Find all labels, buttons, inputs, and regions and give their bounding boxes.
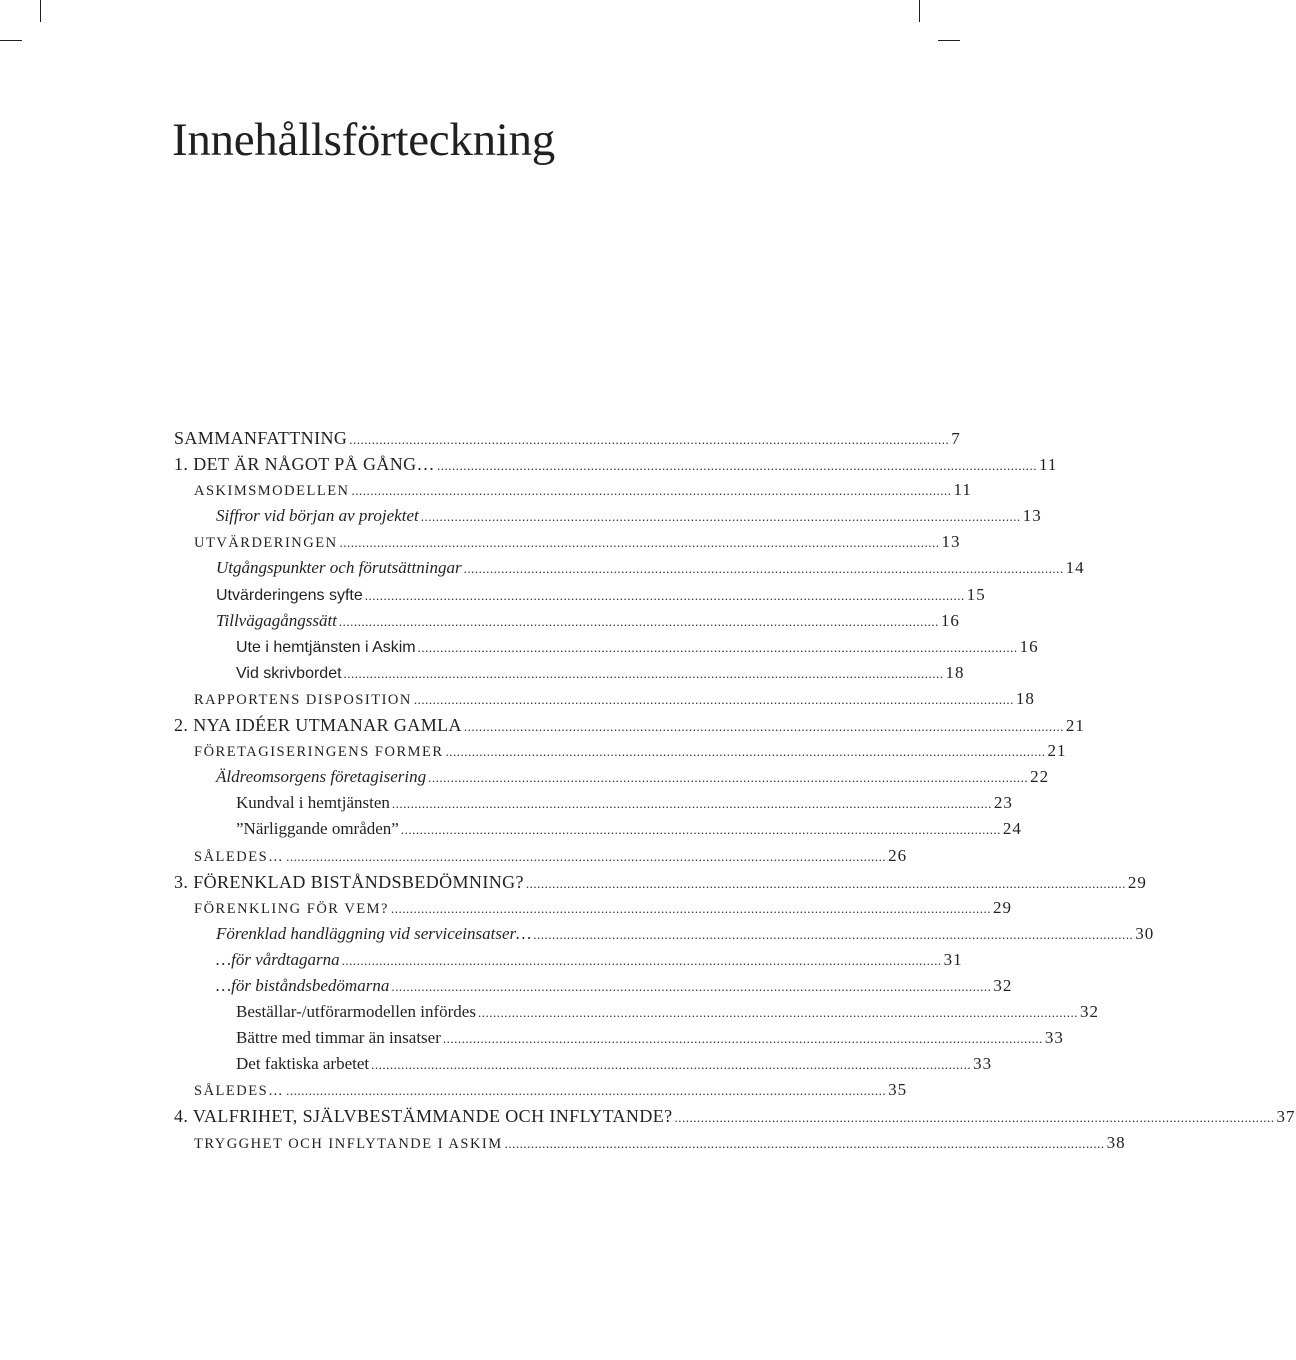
toc-dot-leader: ................................................................................................................................................................ <box>674 1110 1275 1126</box>
toc-dot-leader: ................................................................................................................................................................ <box>463 719 1064 735</box>
toc-entry-page-number: 16 <box>940 610 960 630</box>
toc-entry-page-number: 26 <box>888 845 908 865</box>
toc-entry[interactable] <box>174 1077 908 1103</box>
toc-entry[interactable] <box>174 686 1035 712</box>
toc-entry-page-number: 33 <box>973 1054 993 1074</box>
toc-entry[interactable] <box>174 451 1058 477</box>
toc-entry-page-number: 7 <box>951 429 961 448</box>
toc-entry-label: Äldreomsorgens företagisering <box>216 767 427 787</box>
toc-entry-label: Ute i hemtjänsten i Askim <box>236 638 416 656</box>
toc-dot-leader: ................................................................................................................................................................ <box>400 822 1001 838</box>
table-of-contents <box>174 425 1296 1156</box>
toc-entry[interactable] <box>174 634 1039 660</box>
toc-entry-label: …för biståndsbedömarna <box>216 975 390 995</box>
toc-entry-page-number: 32 <box>993 975 1013 995</box>
toc-entry[interactable] <box>174 738 1067 764</box>
toc-entry[interactable] <box>174 712 1085 738</box>
toc-entry-page-number: 24 <box>1002 819 1022 839</box>
toc-entry-page-number: 38 <box>1106 1132 1126 1152</box>
toc-dot-leader: ................................................................................................................................................................ <box>391 900 991 916</box>
page-title: Innehållsförteckning <box>172 114 555 166</box>
toc-entry[interactable] <box>174 895 1012 921</box>
toc-entry-page-number: 21 <box>1065 716 1085 736</box>
toc-entry-label: Tillvägagångssätt <box>216 610 337 630</box>
crop-mark-top-left-vertical <box>40 0 41 22</box>
toc-entry[interactable] <box>174 1103 1296 1129</box>
toc-entry-label: 3. FÖRENKLAD BISTÅNDSBEDÖMNING? <box>174 871 524 892</box>
toc-entry-page-number: 18 <box>945 662 965 682</box>
toc-dot-leader: ................................................................................................................................................................ <box>445 744 1046 760</box>
toc-entry-label: Utgångspunkter och förutsättningar <box>216 558 462 578</box>
toc-entry-page-number: 33 <box>1044 1028 1064 1048</box>
toc-entry-label: SÅLEDES… <box>194 848 285 865</box>
toc-entry-page-number: 30 <box>1135 923 1155 943</box>
toc-dot-leader: ................................................................................................................................................................ <box>391 796 992 812</box>
toc-dot-leader: ................................................................................................................................................................ <box>349 432 950 447</box>
toc-entry[interactable] <box>174 660 965 686</box>
toc-entry[interactable] <box>174 790 1013 816</box>
toc-entry[interactable] <box>174 973 1013 999</box>
toc-entry-page-number: 29 <box>993 897 1012 917</box>
toc-dot-leader: ................................................................................................................................................................ <box>417 639 1018 655</box>
toc-entry[interactable] <box>174 503 1042 529</box>
toc-entry-page-number: 23 <box>993 793 1013 813</box>
toc-dot-leader: ................................................................................................................................................................ <box>428 770 1029 786</box>
toc-entry[interactable] <box>174 608 960 634</box>
toc-entry-page-number: 31 <box>943 949 963 969</box>
toc-dot-leader: ................................................................................................................................................................ <box>338 613 939 629</box>
toc-entry[interactable] <box>174 869 1147 895</box>
toc-entry-page-number: 32 <box>1079 1002 1099 1022</box>
toc-entry[interactable] <box>174 1130 1126 1156</box>
toc-dot-leader: ................................................................................................................................................................ <box>504 1135 1105 1151</box>
toc-entry-label: SÅLEDES… <box>194 1083 285 1100</box>
crop-mark-top-right-vertical <box>919 0 920 22</box>
toc-dot-leader: ................................................................................................................................................................ <box>413 691 1014 707</box>
toc-dot-leader: ................................................................................................................................................................ <box>343 665 944 681</box>
toc-entry[interactable] <box>174 477 972 503</box>
toc-entry-label: Siffror vid början av projektet <box>216 506 419 526</box>
toc-entry-label: Kundval i hemtjänsten <box>236 793 390 813</box>
toc-entry[interactable] <box>174 555 1085 581</box>
toc-entry-page-number: 21 <box>1047 741 1067 761</box>
toc-dot-leader: ................................................................................................................................................................ <box>477 1005 1078 1021</box>
toc-entry-page-number: 15 <box>966 584 986 604</box>
toc-entry-page-number: 35 <box>888 1080 908 1100</box>
toc-entry[interactable] <box>174 764 1050 790</box>
toc-entry-label: 2. NYA IDÉER UTMANAR GAMLA <box>174 715 462 736</box>
toc-entry-page-number: 11 <box>953 480 972 500</box>
toc-entry-label: Förenklad handläggning vid serviceinsatser… <box>216 923 532 943</box>
toc-entry[interactable] <box>174 816 1022 842</box>
toc-entry-page-number: 16 <box>1019 636 1039 656</box>
toc-entry-label: Det faktiska arbetet <box>236 1054 370 1074</box>
toc-entry-label: Vid skrivbordet <box>236 664 342 682</box>
toc-dot-leader: ................................................................................................................................................................ <box>341 952 942 968</box>
toc-dot-leader: ................................................................................................................................................................ <box>420 509 1021 525</box>
toc-dot-leader: ................................................................................................................................................................ <box>364 587 965 603</box>
toc-entry[interactable] <box>174 843 908 869</box>
toc-entry-page-number: 13 <box>1022 506 1042 526</box>
toc-dot-leader: ................................................................................................................................................................ <box>286 848 887 864</box>
toc-entry[interactable] <box>174 999 1099 1025</box>
toc-entry-label: FÖRETAGISERINGENS FORMER <box>194 744 444 761</box>
toc-entry-label: 1. DET ÄR NÅGOT PÅ GÅNG… <box>174 454 435 475</box>
toc-entry-label: …för vårdtagarna <box>216 949 340 969</box>
toc-entry-label: SAMMANFATTNING <box>174 428 348 448</box>
toc-entry[interactable] <box>174 1051 993 1077</box>
toc-entry-label: TRYGGHET OCH INFLYTANDE I ASKIM <box>194 1135 503 1152</box>
toc-entry-label: 4. VALFRIHET, SJÄLVBESTÄMMANDE OCH INFLYTANDE? <box>174 1106 673 1127</box>
crop-mark-top-left <box>0 40 22 41</box>
toc-entry-page-number: 18 <box>1015 688 1035 708</box>
toc-dot-leader: ................................................................................................................................................................ <box>525 875 1126 891</box>
toc-entry-page-number: 22 <box>1030 767 1050 787</box>
toc-entry-page-number: 14 <box>1065 558 1085 578</box>
toc-entry[interactable] <box>174 1025 1064 1051</box>
toc-dot-leader: ................................................................................................................................................................ <box>533 926 1134 942</box>
toc-entry-label: Beställar-/utförarmodellen infördes <box>236 1002 476 1022</box>
crop-mark-top-right <box>938 40 960 41</box>
toc-entry-label: ASKIMSMODELLEN <box>194 483 350 500</box>
toc-entry[interactable] <box>174 947 963 973</box>
toc-entry-label: UTVÄRDERINGEN <box>194 535 338 552</box>
toc-dot-leader: ................................................................................................................................................................ <box>442 1031 1043 1047</box>
toc-dot-leader: ................................................................................................................................................................ <box>463 561 1064 577</box>
toc-entry-page-number: 29 <box>1127 872 1147 892</box>
toc-dot-leader: ................................................................................................................................................................ <box>391 978 992 994</box>
toc-entry-page-number: 11 <box>1038 455 1058 475</box>
toc-entry-page-number: 13 <box>941 532 961 552</box>
toc-entry-label: RAPPORTENS DISPOSITION <box>194 691 412 708</box>
toc-dot-leader: ................................................................................................................................................................ <box>351 483 952 499</box>
toc-entry-label: ”Närliggande områden” <box>236 819 399 839</box>
toc-entry[interactable] <box>174 425 961 451</box>
toc-dot-leader: ................................................................................................................................................................ <box>436 458 1037 474</box>
toc-entry[interactable] <box>174 529 961 555</box>
toc-entry[interactable] <box>174 921 1155 947</box>
toc-dot-leader: ................................................................................................................................................................ <box>286 1083 887 1099</box>
toc-dot-leader: ................................................................................................................................................................ <box>339 535 940 551</box>
toc-entry-label: Bättre med timmar än insatser <box>236 1028 441 1048</box>
toc-entry-label: Utvärderingens syfte <box>216 586 363 604</box>
toc-entry-label: FÖRENKLING FÖR VEM? <box>194 900 389 917</box>
toc-dot-leader: ................................................................................................................................................................ <box>371 1057 972 1073</box>
toc-entry-page-number: 37 <box>1276 1107 1296 1127</box>
toc-entry[interactable] <box>174 582 986 608</box>
